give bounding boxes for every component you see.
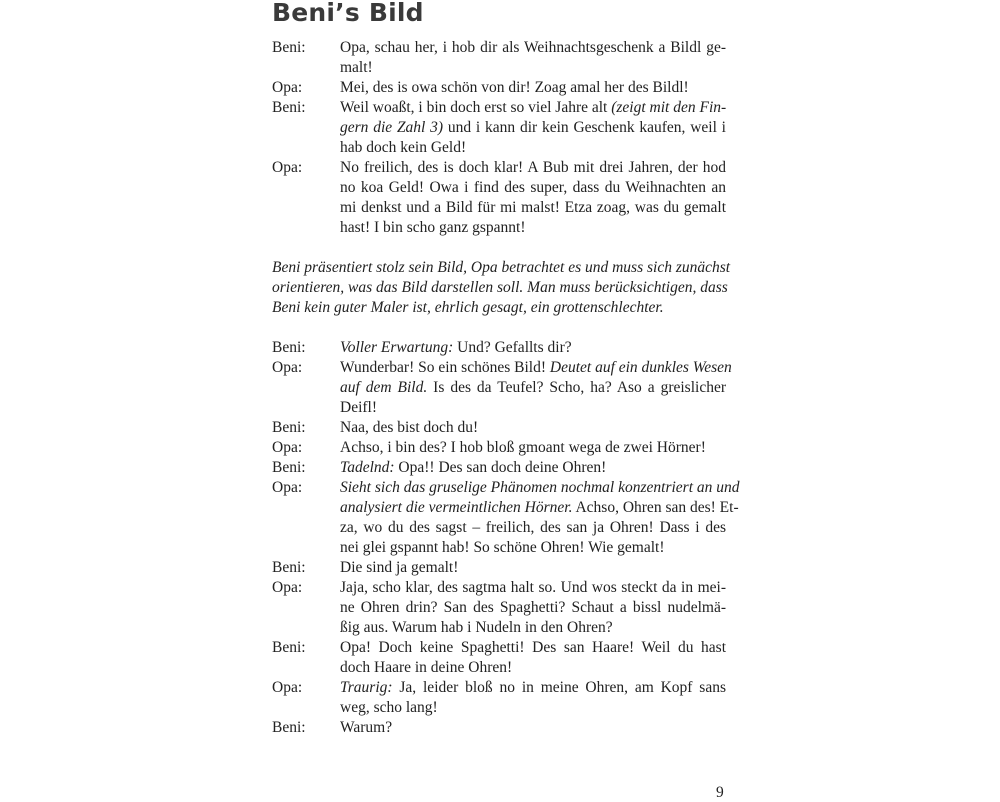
spoken-text: Ja, leider bloß no in meine Ohren, am Kopf sans [392,679,726,696]
speaker-label [272,58,340,78]
speech-text [340,198,726,218]
spoken-text: Is des da Teufel? Scho, ha? Aso a greislicher [427,379,726,396]
dialogue-line [272,138,726,158]
dialogue-line [272,218,726,238]
speech-text [340,578,726,598]
speech-text [340,378,726,398]
spoken-text: hast! I bin scho ganz gspannt! [340,219,526,236]
speaker-label: Beni: [272,419,306,436]
dialogue-line [272,338,726,358]
stage-direction [272,258,731,318]
spoken-text: hab doch kein Geld! [340,139,467,156]
speaker-label: Opa: [272,159,303,176]
speech-text [340,138,726,158]
stage-note-text: Voller Erwartung: [340,339,454,356]
speech-text [340,458,726,478]
dialogue-line [272,498,739,518]
dialogue-line [272,198,726,218]
speech-text [340,158,726,178]
speaker-label [272,518,340,538]
speech-text [340,538,726,558]
speech-text [340,58,726,78]
spoken-text: Jaja, scho klar, des sagtma halt so. Und wos steckt da in mei- [340,579,726,596]
spoken-text: no koa Geld! Owa i find des super, dass du Weihnachten an [340,179,726,196]
dialogue-line [272,638,726,658]
speaker-label [272,498,340,518]
spoken-text: No freilich, des is doch klar! A Bub mit drei Jahren, der hod [340,159,726,176]
dialogue-line [272,98,726,118]
dialogue-line [272,438,726,458]
speaker-label: Opa: [272,439,303,456]
speech-text [340,98,726,118]
speaker-label [272,198,340,218]
spoken-text: nei glei gspannt hab! So schöne Ohren! Wie gemalt! [340,539,665,556]
speech-text [340,678,726,698]
spoken-text: Opa!! Des san doch deine Ohren! [394,459,607,476]
speaker-label [272,398,340,418]
speech-text [340,598,726,618]
speech-text [340,618,726,638]
spoken-text: malt! [340,59,373,76]
dialogue-line [272,598,726,618]
speech-text [340,178,726,198]
spoken-text: Achso, Ohren san des! Et- [572,499,739,516]
speech-text [340,638,726,658]
dialogue-line [272,618,726,638]
dialogue-line [272,558,726,578]
dialogue-line [272,518,726,538]
speech-text [340,718,726,738]
dialogue-line [272,358,732,378]
speaker-label: Beni: [272,39,306,56]
speaker-label: Opa: [272,359,303,376]
spoken-text: Naa, des bist doch du! [340,419,479,436]
spoken-text: za, wo du des sagst – freilich, des san ja Ohren! Dass i des [340,519,726,536]
spoken-text: doch Haare in deine Ohren! [340,659,513,676]
speech-text [340,38,726,58]
spoken-text: Und? Gefallts dir? [453,339,572,356]
dialogue-line [272,658,726,678]
dialogue-line [272,118,726,138]
speech-text [340,398,726,418]
dialogue-section-1 [272,38,726,238]
stage-direction-text: Beni präsentiert stolz sein Bild, Opa betrachtet es und muss sich zunächst [272,259,731,276]
speech-text [340,118,726,138]
speech-text [340,658,726,678]
spoken-text: Warum? [340,719,393,736]
speaker-label [272,538,340,558]
speech-text [340,218,726,238]
dialogue-line [272,478,740,498]
dialogue-line [272,178,726,198]
speaker-label: Opa: [272,479,303,496]
stage-note-text: Deutet auf ein dunkles Wesen [549,359,732,376]
stage-note-text: Traurig: [340,679,393,696]
spoken-text: Deifl! [340,399,378,416]
speaker-label: Beni: [272,559,306,576]
stage-note-text: auf dem Bild. [340,379,428,396]
speaker-label [272,658,340,678]
dialogue-line [272,38,726,58]
speech-text [340,338,726,358]
speaker-label: Beni: [272,339,306,356]
speaker-label [272,698,340,718]
dialogue-line [272,578,726,598]
dialogue-section-2 [272,338,740,738]
stage-note-text: analysiert die vermeintlichen Hörner. [340,499,573,516]
stage-direction-line [272,298,726,318]
speech-text [340,478,740,498]
spoken-text: Achso, i bin des? I hob bloß gmoant wega de zwei Hörner! [340,439,706,456]
spoken-text: Weil woaßt, i bin doch erst so viel Jahre alt [340,99,612,116]
speaker-label: Opa: [272,579,303,596]
spoken-text: Mei, des is owa schön von dir! Zoag amal her des Bildl! [340,79,689,96]
speech-text [340,78,726,98]
dialogue-line [272,718,726,738]
spoken-text: ßig aus. Warum hab i Nudeln in den Ohren? [340,619,613,636]
speech-text [340,358,732,378]
stage-direction-line [272,278,726,298]
speech-text [340,418,726,438]
stage-direction-text: Beni kein guter Maler ist, ehrlich gesagt, ein grottenschlechter. [272,299,664,316]
dialogue-line [272,158,726,178]
spoken-text: Opa! Doch keine Spaghetti! Des san Haare! Weil du hast [340,639,726,656]
dialogue-line [272,458,726,478]
stage-note-text: Tadelnd: [340,459,395,476]
speaker-label [272,118,340,138]
page-number: 9 [716,784,724,801]
stage-note-text: Sieht sich das gruselige Phänomen nochmal konzentriert an und [340,479,740,496]
spoken-text: Opa, schau her, i hob dir als Weihnachtsgeschenk a Bildl ge- [340,39,726,56]
page-title: Beni’s Bild [272,0,424,27]
speaker-label [272,138,340,158]
speaker-label: Beni: [272,719,306,736]
stage-direction-line [272,258,731,278]
speaker-label: Beni: [272,459,306,476]
script-body [272,38,740,738]
speech-text [340,558,726,578]
spoken-text: Wunderbar! So ein schönes Bild! [340,359,550,376]
dialogue-line [272,78,726,98]
speech-text [340,698,726,718]
dialogue-line [272,58,726,78]
speaker-label [272,378,340,398]
speech-text [340,518,726,538]
speaker-label [272,598,340,618]
spoken-text: und i kann dir kein Geschenk kaufen, weil i [443,119,726,136]
speaker-label [272,618,340,638]
speaker-label: Beni: [272,639,306,656]
dialogue-line [272,678,726,698]
speaker-label: Opa: [272,679,303,696]
dialogue-line [272,378,726,398]
spoken-text: ne Ohren drin? San des Spaghetti? Schaut a bissl nudelmä- [340,599,726,616]
spoken-text: Die sind ja gemalt! [340,559,459,576]
dialogue-line [272,538,726,558]
speaker-label: Beni: [272,99,306,116]
stage-direction-text: orientieren, was das Bild darstellen soll. Man muss berücksichtigen, dass [272,279,728,296]
dialogue-line [272,418,726,438]
speaker-label [272,218,340,238]
speaker-label [272,178,340,198]
speech-text [340,498,739,518]
speaker-label: Opa: [272,79,303,96]
spoken-text: mi denkst und a Bild für mi malst! Etza zoag, was du gemalt [340,199,726,216]
stage-note-text: (zeigt mit den Fin- [611,99,727,116]
stage-note-text: gern die Zahl 3) [340,119,444,136]
speech-text [340,438,726,458]
dialogue-line [272,398,726,418]
spoken-text: weg, scho lang! [340,699,438,716]
dialogue-line [272,698,726,718]
